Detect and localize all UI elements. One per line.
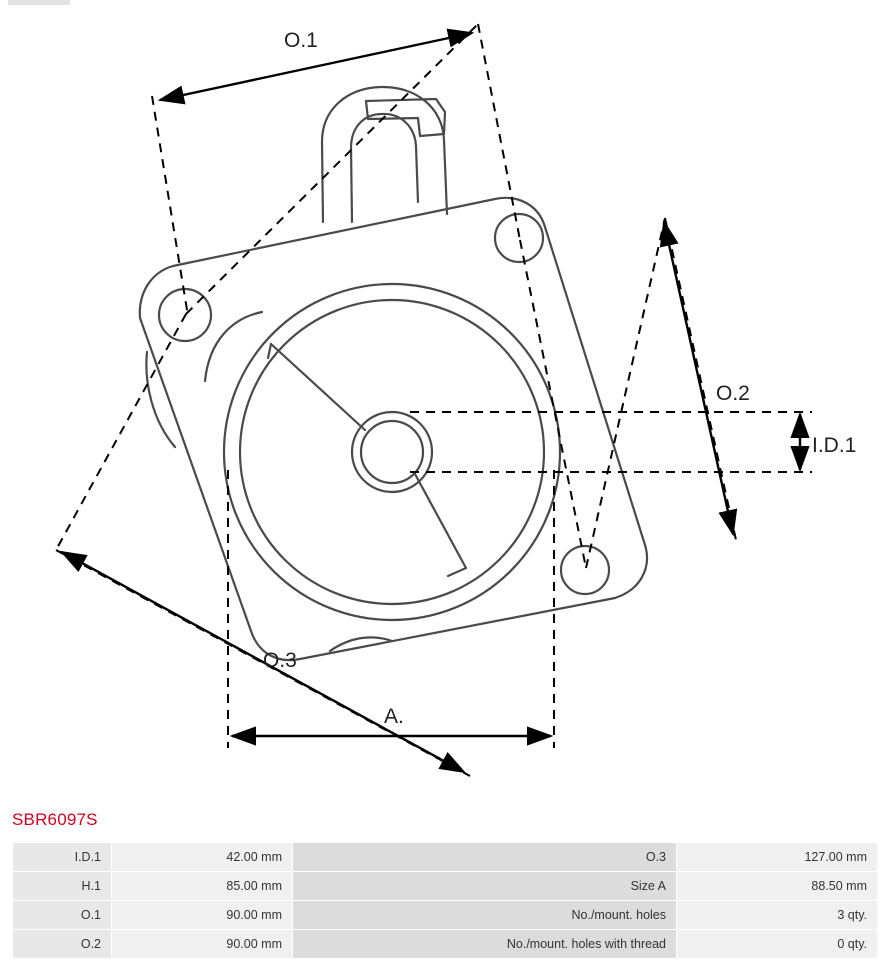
spec-label: I.D.1 [13,843,112,872]
spec-label-2: O.3 [293,843,677,872]
spec-value: 85.00 mm [112,872,293,901]
spec-value-2: 0 qty. [677,930,878,959]
table-row [13,843,878,872]
table-row [13,901,878,930]
spec-label: O.1 [13,901,112,930]
table-row [13,872,878,901]
spec-value-2: 127.00 mm [677,843,878,872]
spec-value: 90.00 mm [112,901,293,930]
spec-value: 42.00 mm [112,843,293,872]
spec-label: O.2 [13,930,112,959]
spec-value-2: 88.50 mm [677,872,878,901]
dimension-label-o1: O.1 [284,29,318,52]
spec-label-2: Size A [293,872,677,901]
spec-label: H.1 [13,872,112,901]
part-code: SBR6097S [12,810,98,829]
spec-label-2: No./mount. holes with thread [293,930,677,959]
specifications-table [12,842,878,959]
spec-value-2: 3 qty. [677,901,878,930]
dimension-label-o3: O.3 [263,649,297,672]
dimension-label-o2: O.2 [716,382,750,405]
dimension-label-a: A. [384,705,404,728]
dimension-label-id1: I.D.1 [812,434,857,457]
spec-label-2: No./mount. holes [293,901,677,930]
spec-value: 90.00 mm [112,930,293,959]
table-row [13,930,878,959]
